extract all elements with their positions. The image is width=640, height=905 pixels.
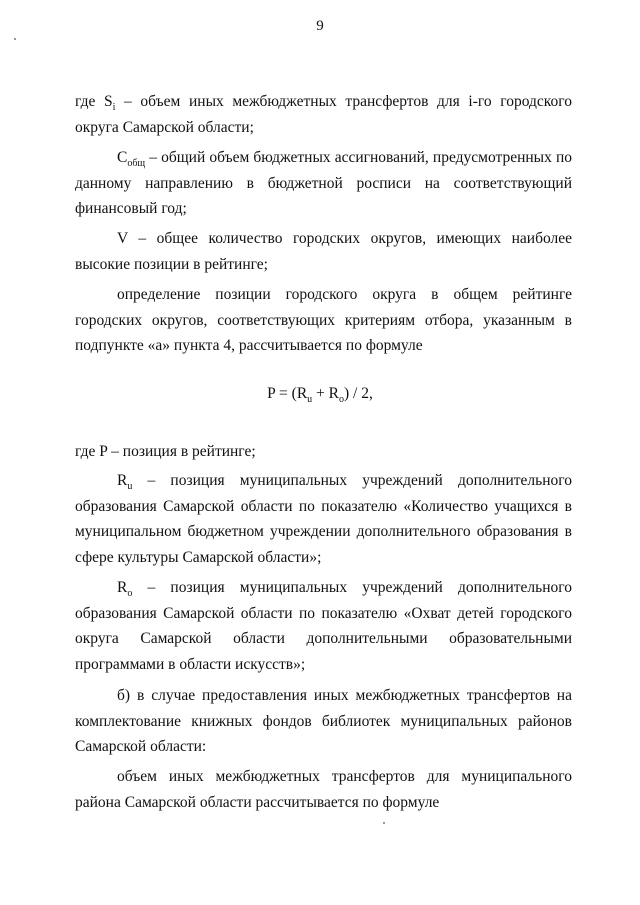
formula-sub-u: u (307, 394, 313, 406)
symbol-s: где S (75, 93, 113, 110)
paragraph-rating-intro: определение позиции городского округа в общем рейтинге городских округов, соответствующих критериям отбора, указанным в подпункте «а» пункта 4, рассчитывается по формуле (75, 286, 572, 354)
si-definition-text: – объем иных межбюджетных трансфертов для i-го городского округа Самарской области; (75, 93, 572, 136)
symbol-r-o: R (117, 579, 128, 596)
page-number: 9 (316, 18, 324, 34)
paragraph-ro-definition (75, 575, 572, 677)
paragraph-si-definition (75, 89, 572, 140)
paragraph-ru-definition (75, 468, 572, 570)
ru-definition-text: – позиция муниципальных учреждений дополнительного образования Самарской области по показателю «Количество учащихся в муниципальном бюджетном учреждении дополнительного образования в сфере культуры Самарской области»; (75, 472, 572, 566)
c-total-definition-text: – общий объем бюджетных ассигнований, предусмотренных по данному направлению в бюджетной росписи на соответствующий финансовый год; (75, 149, 572, 217)
symbol-c: C (117, 149, 128, 166)
symbol-r-o-subscript: o (127, 588, 133, 600)
formula-part-3: ) / 2, (344, 385, 373, 402)
symbol-c-subscript: общ (127, 158, 146, 170)
paragraph-v-definition: V – общее количество городских округов, имеющих наиболее высокие позиции в рейтинге; (75, 230, 572, 273)
symbol-r-u-subscript: u (127, 481, 133, 493)
formula-sub-o: o (339, 394, 345, 406)
formula-part-2: + R (312, 385, 340, 402)
paragraph-p-definition: где P – позиция в рейтинге; (75, 443, 256, 460)
formula-position (0, 385, 640, 406)
paragraph-c-total-definition (75, 145, 572, 222)
symbol-r-u: R (117, 472, 128, 489)
scan-speck (14, 38, 16, 40)
symbol-s-subscript: i (112, 102, 116, 114)
ro-definition-text: – позиция муниципальных учреждений дополнительного образования Самарской области по показателю «Охват детей городского округа Самарской области дополнительными образовательными программами в области искусств»; (75, 579, 572, 673)
paragraph-district-volume: объем иных межбюджетных трансфертов для муниципального района Самарской области рассчитывается по формуле (75, 768, 572, 811)
formula-part-1: P = (R (267, 385, 308, 402)
scan-speck (383, 822, 385, 824)
paragraph-subpoint-b: б) в случае предоставления иных межбюджетных трансфертов на комплектование книжных фондов библиотек муниципальных районов Самарской области: (75, 687, 572, 755)
